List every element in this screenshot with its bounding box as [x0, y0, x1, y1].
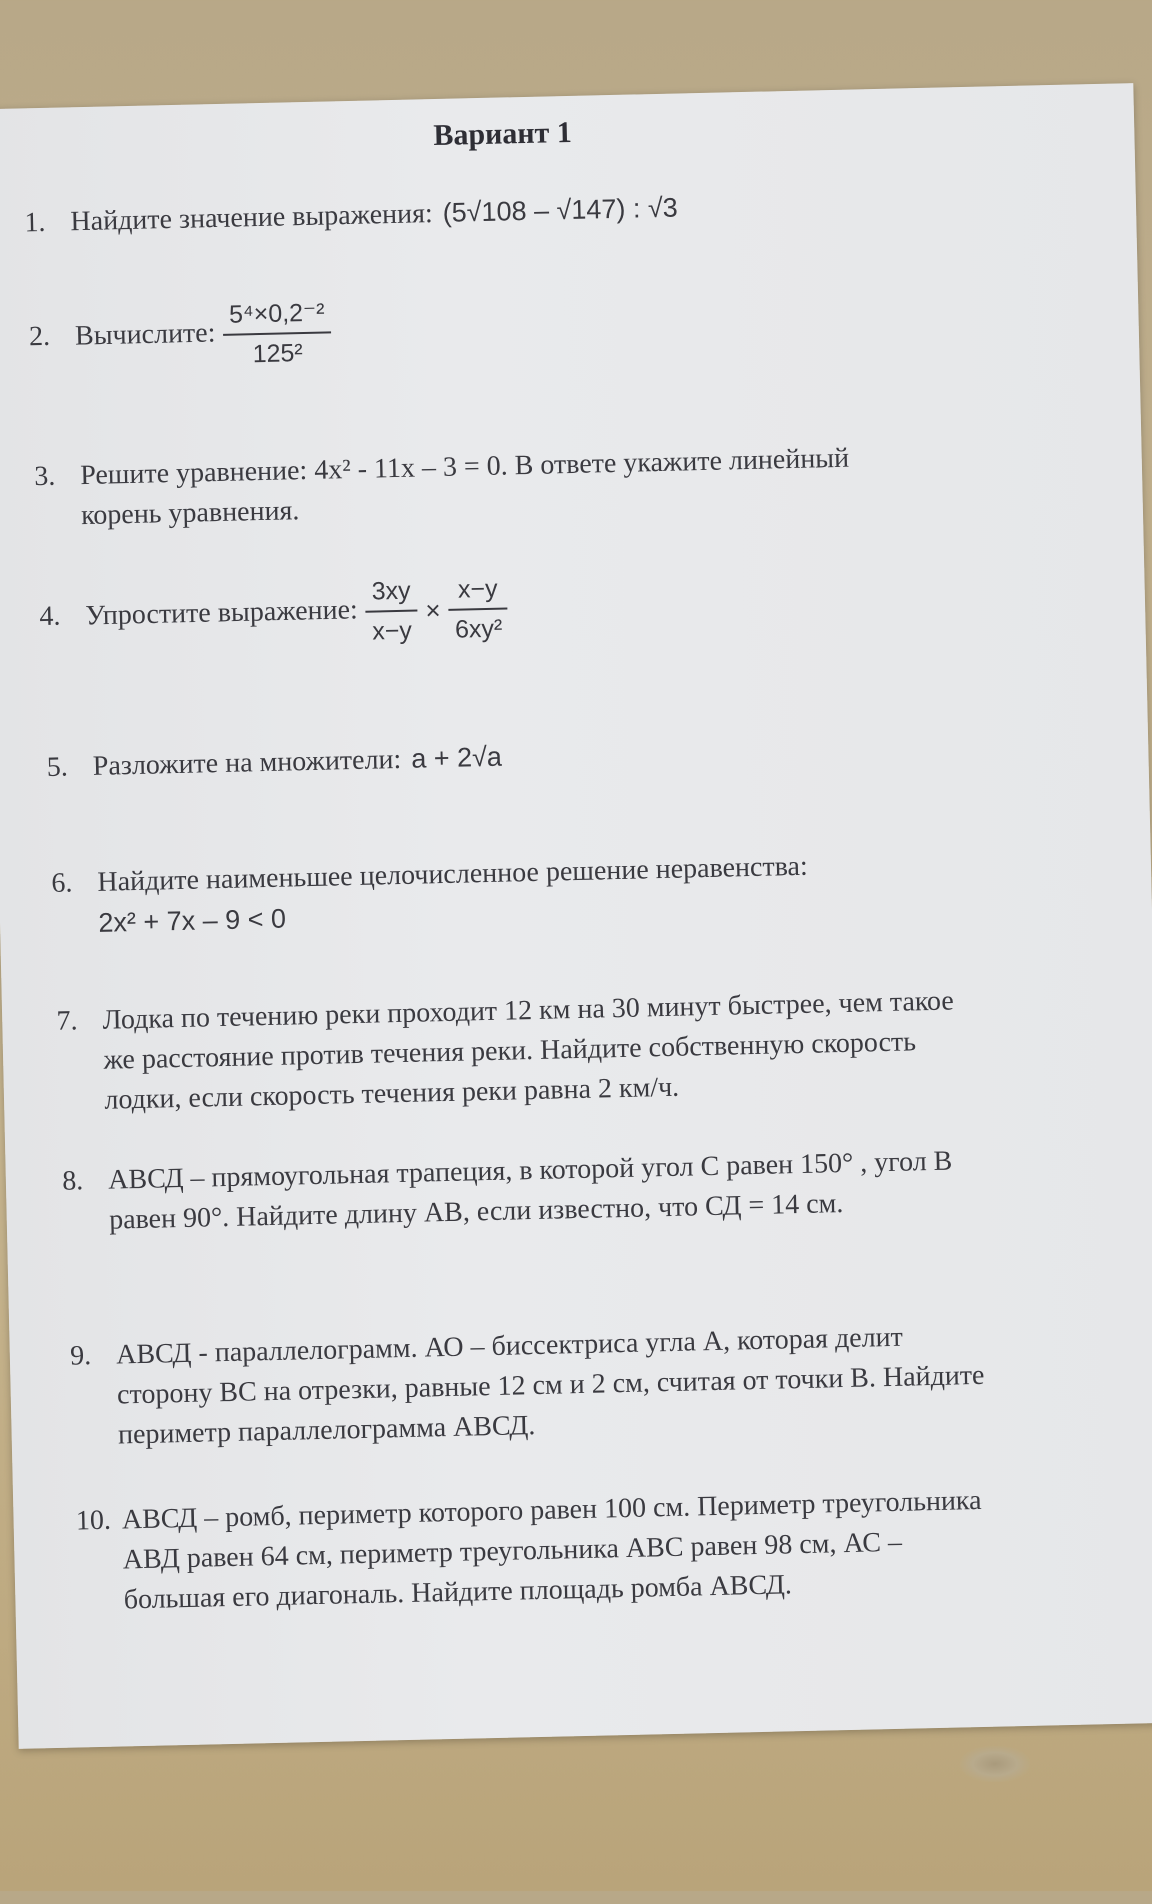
problem-text-line: равен 90°. Найдите длину АВ, если известно, что СД = 14 см.	[108, 1188, 844, 1236]
table-stain	[960, 1746, 1030, 1782]
problem-4	[39, 571, 517, 656]
problem-text: Разложите на множители:	[92, 743, 402, 782]
fraction-numerator: x−y	[448, 571, 508, 610]
problem-number: 10.	[75, 1504, 112, 1537]
problem-10	[76, 1478, 1098, 1621]
fraction-denominator: 125²	[252, 339, 304, 369]
problem-text-line: АВСД – прямоугольная трапеция, в которой угол С равен 150° , угол В	[107, 1145, 953, 1196]
fraction-denominator: x−y	[371, 616, 413, 646]
problem-text-line: периметр параллелограмма АВСД.	[117, 1410, 536, 1451]
fraction	[448, 571, 509, 646]
problem-text: Упростите выражение:	[85, 594, 359, 632]
problem-2	[28, 295, 340, 376]
fraction-numerator: 3xy	[365, 574, 417, 613]
problem-text-line: сторону ВС на отрезки, равные 12 см и 2 см, считая от точки В. Найдите	[116, 1359, 985, 1411]
problem-6	[51, 842, 1033, 944]
problem-5	[46, 737, 502, 788]
problem-1	[24, 188, 678, 244]
fraction-denominator: 6xy²	[454, 614, 503, 644]
problem-text-line: корень уравнения.	[80, 495, 300, 532]
worksheet-title: Вариант 1	[432, 115, 573, 153]
problem-number: 1.	[24, 206, 46, 239]
problem-text-line: Решите уравнение: 4x² - 11x – 3 = 0. В ответе укажите линейный	[79, 442, 850, 492]
problem-text-line: же расстояние против течения реки. Найдите собственную скорость	[103, 1026, 917, 1076]
fraction	[365, 574, 418, 649]
problem-number: 9.	[69, 1340, 92, 1372]
problem-number: 2.	[28, 321, 51, 353]
multiply-sign: ×	[425, 595, 441, 626]
problem-text-line: большая его диагональ. Найдите площадь ромба АВСД.	[123, 1569, 793, 1616]
problem-number: 6.	[51, 867, 73, 899]
problem-expression: (5√108 – √147) : √3	[442, 192, 679, 228]
problem-number: 8.	[61, 1165, 84, 1197]
problem-text-line: АВСД - параллелограмм. АО – биссектриса угла А, которая делит	[115, 1321, 904, 1371]
problem-text-line: лодки, если скорость течения реки равна 2 км/ч.	[104, 1071, 680, 1116]
problem-number: 3.	[33, 460, 56, 493]
problem-3	[34, 435, 1016, 537]
problem-text-line: АВД равен 64 см, периметр треугольника АВС равен 98 см, АС –	[122, 1526, 903, 1576]
problem-expression: a + 2√a	[410, 741, 503, 774]
problem-7	[56, 979, 1058, 1122]
problem-expression: 2x² + 7x – 9 < 0	[98, 903, 287, 938]
problem-8	[62, 1139, 1074, 1242]
problem-number: 5.	[46, 751, 69, 783]
problem-text-line: Найдите наименьшее целочисленное решение неравенства:	[97, 850, 809, 898]
problem-number: 4.	[39, 601, 61, 633]
fraction-numerator: 5⁴×0,2⁻²	[223, 295, 331, 335]
problem-text-line: Лодка по течению реки проходит 12 км на 30 минут быстрее, чем такое	[102, 985, 955, 1036]
problem-text: Найдите значение выражения:	[70, 198, 434, 238]
problem-number: 7.	[56, 1005, 78, 1037]
problem-text-line: АВСД – ромб, периметр которого равен 100 см. Периметр треугольника	[121, 1484, 982, 1536]
problem-text: Вычислите:	[74, 317, 216, 352]
fraction	[223, 295, 332, 371]
problem-9	[70, 1314, 1082, 1457]
